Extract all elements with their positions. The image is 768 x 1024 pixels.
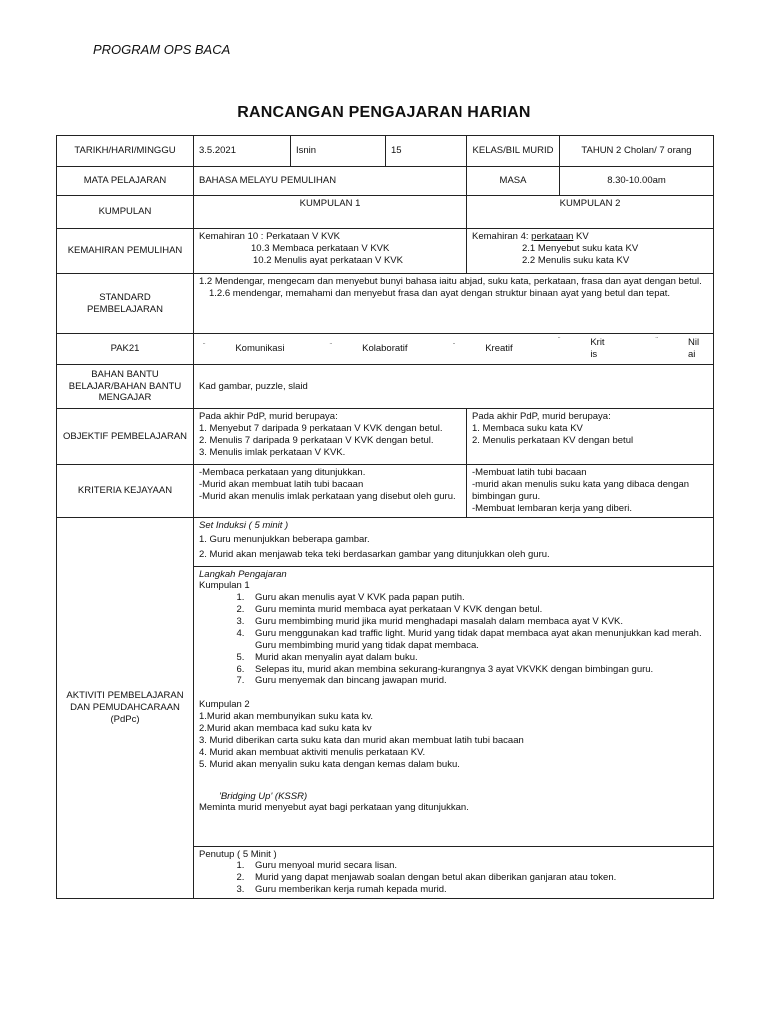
kelas-label: KELAS/BIL MURID xyxy=(467,136,560,167)
penutup-title: Penutup ( 5 Minit ) xyxy=(199,848,277,860)
langkah-pengajaran xyxy=(194,566,714,846)
kumpulan-label: KUMPULAN xyxy=(57,196,194,229)
masa-label: MASA xyxy=(467,167,560,196)
row-pak21 xyxy=(57,334,714,365)
standard-item-2: 1.2.6 mendengar, memahami dan menyebut frasa dan ayat dengan struktur binaan ayat yang betul dan tepat. xyxy=(209,287,671,299)
lesson-plan-table xyxy=(56,135,714,899)
list-item: 2. Murid yang dapat menjawab soalan dengan betul akan diberikan ganjaran atau token. xyxy=(247,872,708,884)
kemahiran-k1 xyxy=(194,229,467,274)
list-item: 1. Guru menyoal murid secara lisan. xyxy=(247,860,708,872)
objektif-k1: Pada akhir PdP, murid berupaya: 1. Menyebut 7 daripada 9 perkataan V KVK dengan betul. 2. Menulis 7 daripada 9 perkataan V KVK dengan betul. 3. Menulis imlak perkataan V KVK. xyxy=(194,409,467,465)
bbm-label: BAHAN BANTU BELAJAR/BAHAN BANTU MENGAJAR xyxy=(57,365,194,409)
date-label: TARIKH/HARI/MINGGU xyxy=(57,136,194,167)
list-item: 7. Guru menyemak dan bincang jawapan murid. xyxy=(247,675,708,687)
kemahiran-label: KEMAHIRAN PEMULIHAN xyxy=(57,229,194,274)
subject-value: BAHASA MELAYU PEMULIHAN xyxy=(194,167,467,196)
kemahiran-k2 xyxy=(467,229,714,274)
list-item: 2. Guru meminta murid membaca ayat perkataan V KVK dengan betul. xyxy=(247,604,708,616)
kelas-value: TAHUN 2 Cholan/ 7 orang xyxy=(560,136,714,167)
kemahiran-k1-line1: Kemahiran 10 : Perkataan V KVK xyxy=(199,231,340,242)
kumpulan-2-heading: KUMPULAN 2 xyxy=(467,196,714,229)
standard-content xyxy=(194,274,714,334)
row-standard xyxy=(57,274,714,334)
kumpulan-1-heading: KUMPULAN 1 xyxy=(194,196,467,229)
kemahiran-k1-line2: 10.3 Membaca perkataan V KVK xyxy=(251,242,390,254)
list-item: 1. Guru akan menulis ayat V KVK pada papan putih. xyxy=(247,592,708,604)
row-kumpulan xyxy=(57,196,714,229)
bridging-title: 'Bridging Up' (KSSR) xyxy=(219,790,308,802)
list-item: 3. Guru membimbing murid jika murid menghadapi masalah dalam membaca ayat V KVK. xyxy=(247,616,708,628)
kemahiran-k2-line1: Kemahiran 4: perkataan KV xyxy=(472,231,589,242)
day-value: Isnin xyxy=(291,136,386,167)
program-header: PROGRAM OPS BACA xyxy=(93,42,231,57)
standard-label: STANDARD PEMBELAJARAN xyxy=(57,274,194,334)
set-induksi-title: Set Induksi ( 5 minit ) xyxy=(199,519,289,531)
pak21-label: PAK21 xyxy=(57,334,194,365)
set-induksi: Set Induksi ( 5 minit ) 1. Guru menunjukkan beberapa gambar. 2. Murid akan menjawab teka teki berdasarkan gambar yang ditunjukkan oleh guru. xyxy=(194,517,714,566)
list-item: 3. Guru memberikan kerja rumah kepada murid. xyxy=(247,884,708,896)
row-subject xyxy=(57,167,714,196)
kumpulan-1-title: Kumpulan 1 xyxy=(199,580,250,592)
kumpulan-2-title: Kumpulan 2 xyxy=(199,699,250,711)
objektif-label: OBJEKTIF PEMBELAJARAN xyxy=(57,409,194,465)
pak21-item-kritis: ¨ Krit is xyxy=(557,337,605,360)
bbm-value: Kad gambar, puzzle, slaid xyxy=(194,365,714,409)
kriteria-k2: -Membuat latih tubi bacaan -murid akan menulis suku kata yang dibaca dengan bimbingan guru. -Membuat lembaran kerja yang diberi. xyxy=(467,465,714,518)
aktiviti-label: AKTIVITI PEMBELAJARAN DAN PEMUDAHCARAAN (PdPc) xyxy=(57,517,194,899)
list-item: 6. Selepas itu, murid akan membina sekurang-kurangnya 3 ayat VKVKK dengan bimbingan guru. xyxy=(247,664,708,676)
list-item: 5. Murid akan menyalin ayat dalam buku. xyxy=(247,652,708,664)
list-item: 4. Guru menggunakan kad traffic light. Murid yang tidak dapat membaca ayat akan menunjukkan kad merah. Guru membimbing murid yang tidak dapat membaca. xyxy=(247,628,708,652)
kemahiran-k2-line3: 2.2 Menulis suku kata KV xyxy=(522,254,630,266)
kemahiran-k1-line3: 10.2 Menulis ayat perkataan V KVK xyxy=(253,254,403,266)
langkah-title: Langkah Pengajaran xyxy=(199,568,287,580)
row-date xyxy=(57,136,714,167)
pak21-options xyxy=(194,334,714,365)
week-value: 15 xyxy=(386,136,467,167)
penutup-steps xyxy=(199,860,708,896)
document-title: RANCANGAN PENGAJARAN HARIAN xyxy=(237,104,531,121)
standard-item-1: 1.2 Mendengar, mengecam dan menyebut bunyi bahasa iaitu abjad, suku kata, perkataan, frasa dan ayat dengan betul. xyxy=(199,276,702,287)
kemahiran-k2-line2: 2.1 Menyebut suku kata KV xyxy=(522,242,639,254)
pak21-item-kolaboratif: ¨ Kolaboratif xyxy=(329,343,408,355)
penutup xyxy=(194,846,714,899)
date-value: 3.5.2021 xyxy=(194,136,291,167)
kriteria-label: KRITERIA KEJAYAAN xyxy=(57,465,194,518)
objektif-k2: Pada akhir PdP, murid berupaya: 1. Membaca suku kata KV 2. Menulis perkataan KV dengan betul xyxy=(467,409,714,465)
kumpulan-2-lines: 1.Murid akan membunyikan suku kata kv. 2.Murid akan membaca kad suku kata kv 3. Murid diberikan carta suku kata dan murid akan membuat latih tubi bacaan 4. Murid akan membuat aktiviti menulis perkataan KV. 5. Murid akan menyalin suku kata dengan kemas dalam buku. xyxy=(199,711,524,770)
row-kemahiran xyxy=(57,229,714,274)
row-bbm xyxy=(57,365,714,409)
row-kriteria xyxy=(57,465,714,518)
bridging-text: Meminta murid menyebut ayat bagi perkataan yang ditunjukkan. xyxy=(199,802,469,814)
pak21-item-nilai: ¨ Nil ai xyxy=(655,337,700,360)
subject-label: MATA PELAJARAN xyxy=(57,167,194,196)
masa-value: 8.30-10.00am xyxy=(560,167,714,196)
row-objektif xyxy=(57,409,714,465)
kumpulan-1-steps xyxy=(199,592,708,687)
kriteria-k1: -Membaca perkataan yang ditunjukkan. -Murid akan membuat latih tubi bacaan -Murid akan menulis imlak perkataan yang disebut oleh guru. xyxy=(194,465,467,518)
pak21-item-kreatif: ¨ Kreatif xyxy=(452,343,513,355)
row-set-induksi xyxy=(57,517,714,566)
pak21-item-komunikasi: ¨ Komunikasi xyxy=(203,343,285,355)
